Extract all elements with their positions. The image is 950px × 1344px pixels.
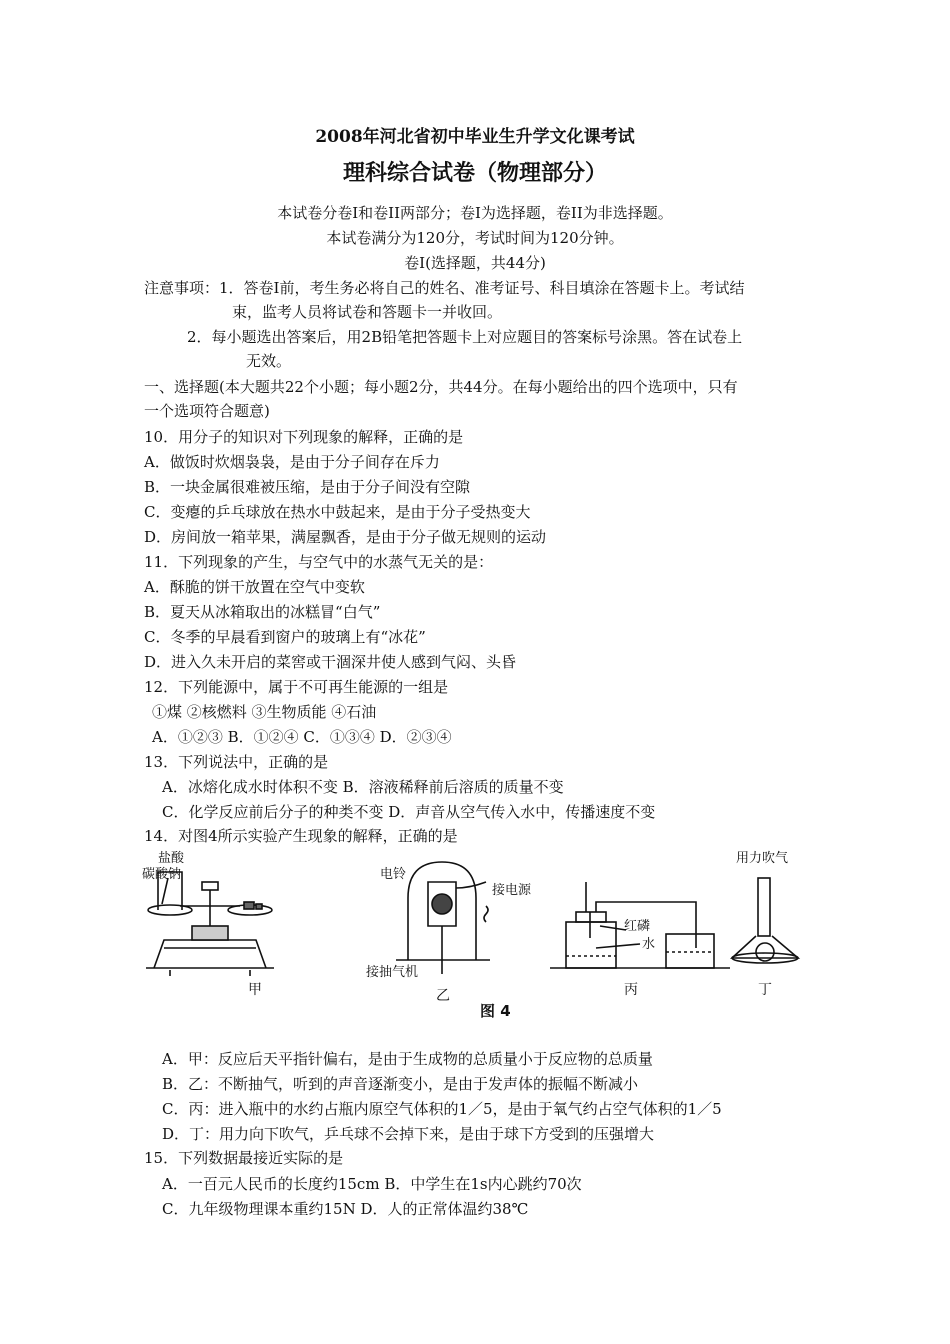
question-10-option-d: D．房间放一箱苹果，满屋飘香，是由于分子做无规则的运动 (144, 528, 547, 546)
label-electric-bell: 电铃 (380, 867, 407, 882)
figure-label-bing: 丙 (624, 982, 638, 998)
question-11-option-b: B．夏天从冰箱取出的冰糕冒“白气” (144, 603, 381, 621)
question-14-option-b: B．乙：不断抽气，听到的声音逐渐变小，是由于发声体的振幅不断减小 (162, 1075, 639, 1093)
question-12-options: A．①②③ B．①②④ C．①③④ D．②③④ (152, 728, 452, 746)
label-vacuum-pump: 接抽气机 (366, 965, 419, 980)
note-1-line-2: 束，监考人员将试卷和答题卡一并收回。 (232, 303, 503, 321)
funnel-apparatus (732, 878, 798, 963)
volume-heading: 卷I(选择题，共44分) (404, 254, 546, 272)
question-11-option-a: A．酥脆的饼干放置在空气中变软 (144, 578, 365, 596)
question-11-stem: 11．下列现象的产生，与空气中的水蒸气无关的是： (144, 553, 494, 571)
question-15-options-ab: A．一百元人民币的长度约15cm B．中学生在1s内心跳约70次 (162, 1175, 582, 1193)
exam-subtitle: 理科综合试卷（物理部分） (342, 160, 607, 186)
question-10-option-a: A．做饭时炊烟袅袅，是由于分子间存在斥力 (144, 453, 440, 471)
note-2-line-2: 无效。 (246, 352, 292, 370)
question-13-options-ab: A．冰熔化成水时体积不变 B．溶液稀释前后溶质的质量不变 (162, 778, 564, 796)
question-10-option-c: C．变瘪的乒乓球放在热水中鼓起来，是由于分子受热变大 (144, 503, 531, 521)
question-10-option-b: B．一块金属很难被压缩，是由于分子间没有空隙 (144, 478, 471, 496)
label-sodium-carbonate: 碳酸钠 (142, 867, 182, 882)
question-14-option-c: C．丙：进入瓶中的水约占瓶内原空气体积的1／5，是由于氧气约占空气体积的1／5 (162, 1100, 722, 1118)
figure-label-ding: 丁 (758, 982, 772, 998)
label-power-supply: 接电源 (492, 883, 532, 898)
question-13-options-cd: C．化学反应前后分子的种类不变 D．声音从空气传入水中，传播速度不变 (162, 803, 656, 821)
balance-apparatus (146, 872, 274, 976)
exam-info-line: 本试卷满分为120分，考试时间为120分钟。 (326, 229, 624, 247)
figure-label-yi: 乙 (436, 988, 450, 1004)
question-12-items: ①煤 ②核燃料 ③生物质能 ④石油 (152, 703, 377, 721)
question-11-option-d: D．进入久未开启的菜窖或干涸深井使人感到气闷、头昏 (144, 653, 517, 671)
note-1-line-1: 注意事项：1．答卷I前，考生务必将自己的姓名、准考证号、科目填涂在答题卡上。考试结 (144, 279, 745, 297)
section-heading: 一、选择题(本大题共22个小题；每小题2分，共44分。在每小题给出的四个选项中，只有 (144, 378, 738, 396)
note-2-line-1: 2．每小题选出答案后，用2B铅笔把答题卡上对应题目的答案标号涂黑。答在试卷上 (187, 328, 743, 346)
figure-label-jia: 甲 (248, 982, 262, 998)
bell-jar-apparatus (396, 862, 490, 974)
question-12-stem: 12．下列能源中，属于不可再生能源的一组是 (144, 678, 449, 696)
label-red-phosphorus: 红磷 (624, 919, 651, 934)
label-water: 水 (642, 937, 656, 952)
question-15-options-cd: C．九年级物理课本重约15N D．人的正常体温约38℃ (162, 1200, 529, 1218)
figure-caption: 图 4 (480, 1002, 511, 1020)
figure-4 (140, 848, 820, 1023)
question-10-stem: 10．用分子的知识对下列现象的解释，正确的是 (144, 428, 464, 446)
label-hydrochloric-acid: 盐酸 (158, 851, 185, 866)
label-blow-hard: 用力吹气 (736, 851, 789, 866)
question-11-option-c: C．冬季的早晨看到窗户的玻璃上有“冰花” (144, 628, 426, 646)
question-14-stem: 14．对图4所示实验产生现象的解释，正确的是 (144, 827, 458, 845)
section-heading-cont: 一个选项符合题意) (144, 402, 270, 420)
question-14-option-d: D．丁：用力向下吹气，乒乓球不会掉下来，是由于球下方受到的压强增大 (162, 1125, 655, 1143)
question-13-stem: 13．下列说法中，正确的是 (144, 753, 329, 771)
exam-title: 2008年河北省初中毕业生升学文化课考试 (315, 127, 635, 147)
question-15-stem: 15．下列数据最接近实际的是 (144, 1149, 344, 1167)
question-14-option-a: A．甲：反应后天平指针偏右，是由于生成物的总质量小于反应物的总质量 (162, 1050, 653, 1068)
exam-info-line: 本试卷分卷I和卷II两部分；卷I为选择题，卷II为非选择题。 (277, 204, 673, 222)
